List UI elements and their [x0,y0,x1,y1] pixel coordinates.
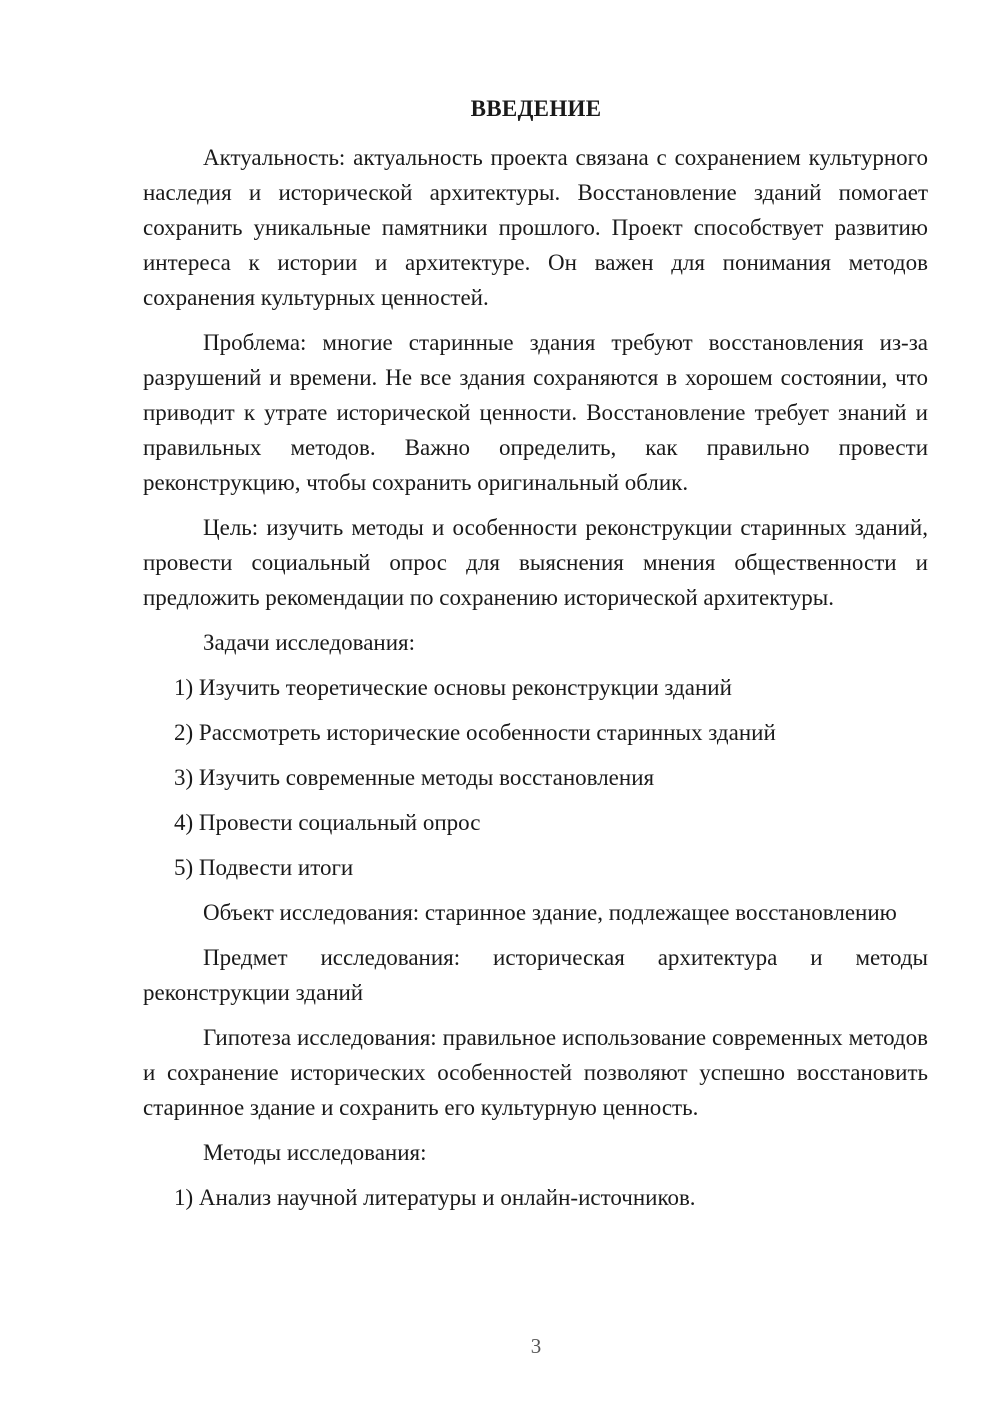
list-item: 1) Изучить теоретические основы реконструкции зданий [174,675,732,700]
tasks-list [143,670,928,885]
object-paragraph: Объект исследования: старинное здание, подлежащее восстановлению [203,900,897,925]
hypothesis-paragraph: Гипотеза исследования: правильное использование современных методов и сохранение исторических особенностей позволяют успешно восстановить старинное здание и сохранить его культурную ценность. [143,1025,928,1120]
list-item: 5) Подвести итоги [174,855,354,880]
methods-list [143,1180,928,1215]
subject-paragraph: Предмет исследования: историческая архитектура и методы реконструкции зданий [143,945,928,1005]
document-body [143,140,928,1225]
goal-paragraph: Цель: изучить методы и особенности реконструкции старинных зданий, провести социальный опрос для выяснения мнения общественности и предложить рекомендации по сохранению исторической архитектуры. [143,515,928,610]
page-title: ВВЕДЕНИЕ [470,96,602,121]
page-number: 3 [530,1334,542,1358]
list-item: 4) Провести социальный опрос [174,810,481,835]
methods-heading: Методы исследования: [203,1140,427,1165]
list-item: 2) Рассмотреть исторические особенности старинных зданий [174,720,776,745]
list-item: 3) Изучить современные методы восстановления [174,765,655,790]
problem-paragraph: Проблема: многие старинные здания требуют восстановления из-за разрушений и времени. Не все здания сохраняются в хорошем состоянии, что приводит к утрате исторической ценности. Восстановление требует знаний и правильных методов. Важно определить, как правильно провести реконструкцию, чтобы сохранить оригинальный облик. [143,330,928,495]
relevance-paragraph: Актуальность: актуальность проекта связана с сохранением культурного наследия и исторической архитектуры. Восстановление зданий помогает сохранить уникальные памятники прошлого. Проект способствует развитию интереса к истории и архитектуре. Он важен для понимания методов сохранения культурных ценностей. [143,145,928,310]
list-item: 1) Анализ научной литературы и онлайн-источников. [174,1185,696,1210]
tasks-heading: Задачи исследования: [203,630,416,655]
